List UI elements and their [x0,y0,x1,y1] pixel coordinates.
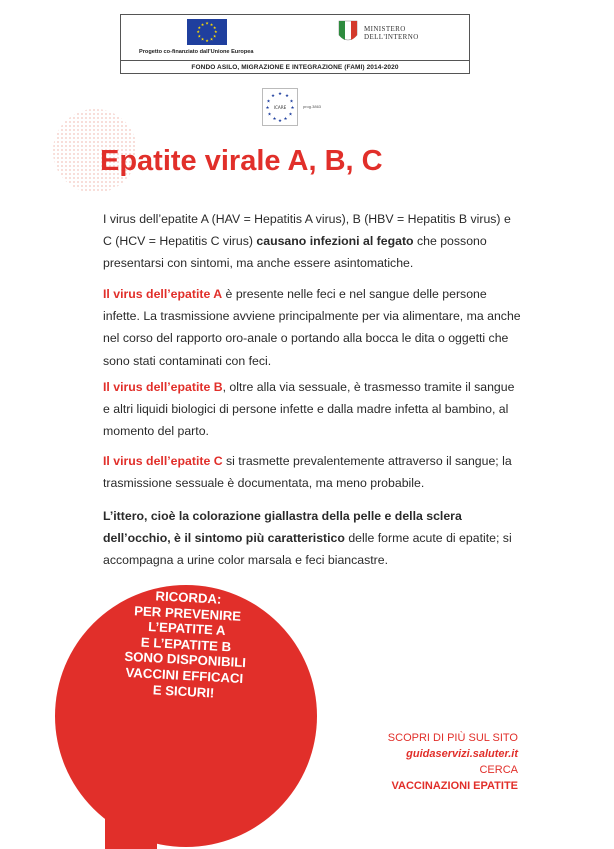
decorative-red-square [105,794,157,849]
svg-text:★: ★ [288,112,293,118]
paragraph-intro [103,208,523,275]
svg-text:★: ★ [212,24,217,30]
p3-lead: Il virus dell’epatite B [103,380,223,394]
p1-intro: I virus dell’epatite A (HAV = Hepatitis A virus), B (HBV = Hepatitis B virus) e C (HCV = Hepatitis C virus) [103,212,511,249]
eu-funding-text: Progetto co-finanziato dall'Unione Europea [139,49,254,55]
paragraph-hepatitis-c [103,450,523,494]
page-title: Epatite virale A, B, C [100,145,383,177]
svg-text:★: ★ [214,29,218,35]
svg-text:★: ★ [284,94,290,99]
more-info-block [388,730,518,794]
svg-text:★: ★ [272,117,277,122]
svg-text:★: ★ [277,119,283,124]
svg-text:★: ★ [265,106,270,111]
paragraph-hepatitis-b [103,376,523,443]
search-hint-prefix: CERCA [479,764,518,776]
project-code: prog.3863 [303,104,322,109]
p1-rest: che possono presentarsi con sintomi, ma anche essere asintomatiche. [103,234,487,271]
search-hint [388,762,518,794]
search-hint-keyword: VACCINAZIONI EPATITE [391,780,518,792]
reminder-line-4: E L’EPATITE B [140,634,232,655]
svg-text:★: ★ [200,36,205,42]
svg-text:★: ★ [212,33,217,39]
reminder-line-6: VACCINI EFFICACI [125,664,244,686]
ministry-line1: MINISTERO [364,25,406,33]
ministry-name [364,25,419,41]
p2-lead: Il virus dell’epatite A [103,287,223,301]
p5-rest: delle forme acute di epatite; si accompagna a urine color marsala e feci biancastre. [103,531,512,568]
p3-rest: , oltre alla via sessuale, è trasmesso tramite il sangue e altri liquidi biologici di persone infette e dalla madre infetta al bambino, al momento del parto. [103,380,515,439]
vaccine-reminder [93,585,278,703]
svg-text:★: ★ [196,29,200,35]
svg-text:★: ★ [289,99,294,105]
svg-text:★: ★ [197,33,202,39]
icare-logo-text: ICARE [273,105,287,110]
svg-text:★: ★ [266,99,271,105]
italian-flag-emblem-icon [337,19,359,45]
funding-header [120,14,470,74]
svg-text:★: ★ [267,112,272,118]
svg-text:★: ★ [270,94,276,99]
reminder-line-5: SONO DISPONIBILI [124,649,247,671]
p2-rest: è presente nelle feci e nel sangue delle persone infette. La trasmissione avviene principalmente per via alimentare, ma anche nel corso del rapporto oro-anale o portando alla bocca le dita o oggetti che sono stati contaminati con feci. [103,287,521,368]
icare-logo [262,88,298,126]
svg-text:★: ★ [197,24,202,30]
header-logos [121,15,469,59]
p4-lead: Il virus dell’epatite C [103,454,223,468]
fund-text: FONDO ASILO, MIGRAZIONE E INTEGRAZIONE (FAMI) 2014-2020 [121,60,469,75]
svg-text:★: ★ [205,37,209,43]
svg-text:★: ★ [205,20,209,26]
p4-rest: si trasmette prevalentemente attraverso il sangue; la trasmissione sessuale è documentata, ma meno probabile. [103,454,512,491]
svg-text:★: ★ [209,21,214,27]
website-link[interactable]: guidaservizi.saluter.it [406,748,518,760]
paragraph-jaundice [103,505,523,572]
svg-text:★: ★ [209,36,214,42]
svg-text:★: ★ [290,106,295,111]
ministry-line2: DELL'INTERNO [364,33,419,41]
p1-bold: causano infezioni al fegato [256,234,414,249]
paragraph-hepatitis-a [103,283,523,372]
p5-bold: L’ittero, cioè la colorazione giallastra della pelle e della sclera dell’occhio, è il sintomo più caratteristico [103,509,462,546]
svg-text:★: ★ [277,92,283,97]
eu-flag-icon [187,19,227,45]
reminder-line-1: RICORDA: [155,588,222,607]
svg-text:★: ★ [283,117,288,122]
reminder-line-7: E SICURI! [152,681,215,701]
svg-text:★: ★ [200,21,205,27]
reminder-line-2: PER PREVENIRE [133,602,242,624]
more-info-label: SCOPRI DI PIÙ SUL SITO [387,732,518,744]
reminder-line-3: L’EPATITE A [147,619,226,639]
